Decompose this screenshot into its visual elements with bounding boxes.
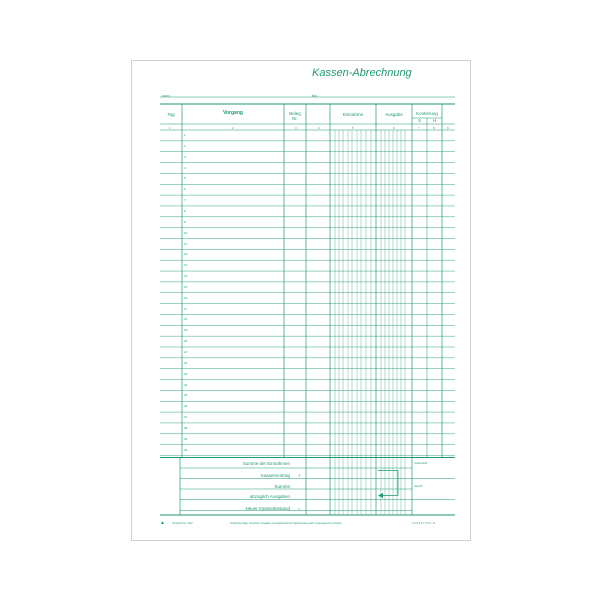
row-number: 18 (184, 317, 188, 322)
neuer-kassenbestand-label: Neuer Kassenbestand (245, 506, 290, 511)
row-number: 19 (184, 328, 188, 333)
col-header-beleg-nr: Nr. (292, 116, 298, 121)
col-header-vorgang: Vorgang (223, 110, 243, 116)
geprueft-label: Geprüft (414, 485, 423, 488)
col-header-beleg: Beleg (289, 111, 301, 116)
abzueglich-label: abzüglich Ausgaben (249, 494, 290, 499)
row-number: 20 (184, 339, 188, 344)
col-number-4: 4 (318, 126, 320, 130)
summe-einnahmen-label: Summe der Einnahmen (242, 461, 290, 466)
col-number-3: 3 (295, 126, 297, 130)
row-number: 9 (184, 219, 186, 224)
row-number: 4 (184, 165, 186, 170)
col-header-einnahme: Einnahme (342, 112, 364, 117)
col-number-8: 8 (433, 126, 435, 130)
row-number: 28 (184, 425, 188, 430)
row-number: 29 (184, 436, 188, 441)
row-number: 10 (184, 230, 188, 235)
bis-label: bis (312, 93, 318, 98)
row-number: 17 (184, 306, 188, 311)
row-number: 13 (184, 263, 188, 268)
col-header-soll: S (417, 118, 421, 123)
col-header-ausgabe: Ausgabe (385, 112, 403, 117)
col-number-7: 7 (418, 126, 420, 130)
kassenvortrag-label: Kassenvortrag (260, 473, 290, 478)
row-number: 6 (184, 187, 186, 192)
plus-sign: + (298, 473, 301, 478)
col-number-1: 1 (169, 126, 171, 130)
row-number: 12 (184, 252, 188, 257)
row-number: 8 (184, 208, 186, 213)
form-title: Kassen-Abrechnung (312, 67, 412, 79)
row-number: 3 (184, 154, 186, 159)
col-number-9: 9 (447, 126, 449, 130)
col-header-kontierung: Kontierung (416, 111, 438, 116)
row-number: 30 (184, 447, 188, 452)
col-number-6: 6 (393, 126, 395, 130)
summe-label: Summe (274, 484, 290, 489)
row-number: 5 (184, 176, 186, 181)
row-number: 7 (184, 198, 186, 203)
footer-code: 3 4 6 9 4 7 5 5 9 - 8 (412, 522, 435, 525)
equals-sign: = (298, 506, 301, 511)
row-number: 23 (184, 371, 188, 376)
unterschrift-label: Unterschrift (414, 462, 428, 465)
publisher-logo-icon: ▲ (160, 520, 165, 526)
row-number: 14 (184, 274, 188, 279)
row-number: 15 (184, 284, 188, 289)
row-number: 27 (184, 415, 188, 420)
col-header-tag: Tag (167, 112, 175, 117)
row-number: 26 (184, 404, 188, 409)
footer-note: Vordruckverlag; Vorschrift. Angaben und elektronische Speicherung nach vorausgesetzt verboten. (230, 522, 343, 525)
footer-order-number: Vordruck Nr. 3112 (172, 522, 193, 525)
row-number: 21 (184, 350, 188, 354)
arrow-left-icon (378, 493, 383, 498)
row-number: 16 (184, 295, 188, 300)
col-header-haben: H (432, 118, 437, 123)
row-number: 11 (184, 241, 188, 246)
col-number-5: 5 (352, 126, 354, 130)
vom-label: vom (162, 93, 170, 98)
row-number: 2 (184, 143, 186, 148)
row-number: 22 (184, 360, 188, 365)
row-number: 1 (184, 133, 186, 137)
row-number: 25 (184, 393, 188, 398)
row-number: 24 (184, 382, 188, 387)
col-number-2: 2 (232, 126, 234, 130)
